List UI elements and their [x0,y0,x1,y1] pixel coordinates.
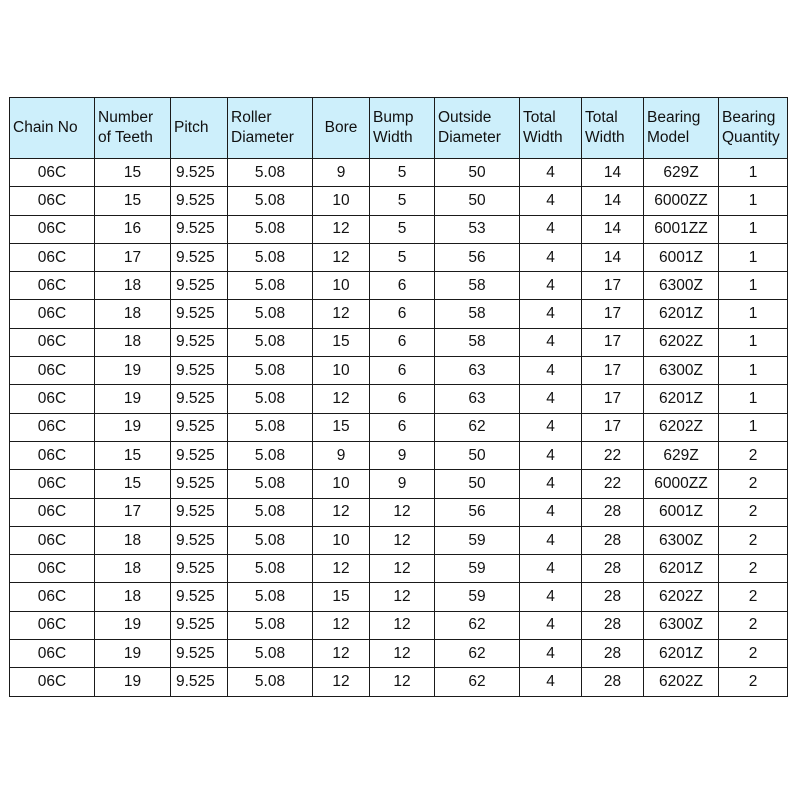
cell-chain-no: 06C [10,187,95,215]
cell-total-width-1: 4 [520,187,582,215]
cell-chain-no: 06C [10,583,95,611]
cell-bearing-model: 6300Z [644,272,719,300]
cell-bearing-model: 6202Z [644,328,719,356]
cell-bump-width: 12 [370,583,435,611]
cell-bearing-quantity: 2 [719,555,788,583]
cell-number-of-teeth: 17 [95,498,171,526]
header-label-line: Number [98,109,154,126]
cell-bore: 12 [313,611,370,639]
cell-total-width-2: 28 [582,498,644,526]
cell-bearing-quantity: 1 [719,413,788,441]
cell-outside-diameter: 53 [435,215,520,243]
cell-pitch: 9.525 [171,385,228,413]
cell-pitch: 9.525 [171,243,228,271]
header-label-line: Total [585,109,618,126]
cell-roller-diameter: 5.08 [228,526,313,554]
cell-chain-no: 06C [10,555,95,583]
table-row [10,441,788,469]
cell-bore: 12 [313,668,370,696]
cell-bump-width: 12 [370,640,435,668]
cell-pitch: 9.525 [171,300,228,328]
cell-outside-diameter: 62 [435,640,520,668]
cell-total-width-2: 14 [582,159,644,187]
table-row [10,668,788,696]
cell-bearing-quantity: 2 [719,640,788,668]
table-row [10,611,788,639]
cell-outside-diameter: 63 [435,357,520,385]
cell-total-width-1: 4 [520,243,582,271]
table-row [10,526,788,554]
table-row [10,300,788,328]
cell-bump-width: 9 [370,470,435,498]
cell-bearing-model: 629Z [644,441,719,469]
cell-bore: 10 [313,272,370,300]
cell-total-width-2: 22 [582,441,644,469]
table-row [10,555,788,583]
header-label-line: Width [373,129,413,146]
cell-chain-no: 06C [10,668,95,696]
cell-roller-diameter: 5.08 [228,611,313,639]
cell-number-of-teeth: 15 [95,187,171,215]
cell-total-width-1: 4 [520,272,582,300]
cell-bump-width: 6 [370,272,435,300]
table-row [10,187,788,215]
cell-bearing-quantity: 2 [719,668,788,696]
cell-pitch: 9.525 [171,555,228,583]
cell-pitch: 9.525 [171,583,228,611]
cell-bearing-model: 6201Z [644,385,719,413]
cell-outside-diameter: 63 [435,385,520,413]
table-row [10,328,788,356]
cell-bearing-quantity: 1 [719,159,788,187]
header-number-of-teeth [95,98,171,159]
cell-total-width-1: 4 [520,300,582,328]
table-row [10,498,788,526]
cell-total-width-2: 28 [582,640,644,668]
cell-roller-diameter: 5.08 [228,215,313,243]
cell-outside-diameter: 58 [435,328,520,356]
table-row [10,357,788,385]
cell-bump-width: 12 [370,555,435,583]
cell-total-width-1: 4 [520,583,582,611]
cell-total-width-2: 17 [582,357,644,385]
cell-bearing-model: 6000ZZ [644,187,719,215]
cell-roller-diameter: 5.08 [228,243,313,271]
header-label-line: Bump [373,109,414,126]
cell-bump-width: 5 [370,187,435,215]
cell-number-of-teeth: 15 [95,159,171,187]
cell-total-width-2: 28 [582,583,644,611]
cell-bearing-model: 6300Z [644,357,719,385]
cell-bearing-model: 6001Z [644,243,719,271]
cell-bump-width: 9 [370,441,435,469]
cell-bore: 12 [313,385,370,413]
cell-pitch: 9.525 [171,470,228,498]
header-label-line: Diameter [231,129,294,146]
cell-chain-no: 06C [10,526,95,554]
cell-outside-diameter: 50 [435,470,520,498]
cell-bearing-model: 6201Z [644,555,719,583]
cell-total-width-1: 4 [520,555,582,583]
cell-pitch: 9.525 [171,668,228,696]
cell-total-width-1: 4 [520,159,582,187]
cell-pitch: 9.525 [171,498,228,526]
table-row [10,385,788,413]
cell-total-width-1: 4 [520,385,582,413]
cell-bump-width: 6 [370,385,435,413]
header-label-line: of Teeth [98,129,153,146]
cell-number-of-teeth: 17 [95,243,171,271]
cell-chain-no: 06C [10,385,95,413]
cell-chain-no: 06C [10,498,95,526]
cell-bore: 12 [313,640,370,668]
cell-chain-no: 06C [10,159,95,187]
header-label-line: Width [523,129,563,146]
cell-pitch: 9.525 [171,159,228,187]
cell-total-width-2: 22 [582,470,644,498]
cell-roller-diameter: 5.08 [228,498,313,526]
cell-roller-diameter: 5.08 [228,187,313,215]
cell-bearing-model: 6300Z [644,526,719,554]
cell-bore: 12 [313,215,370,243]
cell-pitch: 9.525 [171,328,228,356]
header-bore [313,98,370,159]
cell-outside-diameter: 50 [435,441,520,469]
cell-outside-diameter: 59 [435,526,520,554]
cell-total-width-2: 28 [582,611,644,639]
cell-bump-width: 5 [370,243,435,271]
table-row [10,159,788,187]
cell-outside-diameter: 58 [435,272,520,300]
table-row [10,640,788,668]
cell-bore: 10 [313,526,370,554]
cell-roller-diameter: 5.08 [228,640,313,668]
header-roller-diameter [228,98,313,159]
cell-roller-diameter: 5.08 [228,328,313,356]
cell-number-of-teeth: 19 [95,357,171,385]
cell-outside-diameter: 62 [435,611,520,639]
cell-total-width-2: 28 [582,668,644,696]
cell-chain-no: 06C [10,640,95,668]
cell-number-of-teeth: 19 [95,668,171,696]
cell-total-width-1: 4 [520,470,582,498]
cell-outside-diameter: 58 [435,300,520,328]
header-label-line: Chain No [13,119,78,136]
cell-roller-diameter: 5.08 [228,357,313,385]
cell-pitch: 9.525 [171,187,228,215]
cell-chain-no: 06C [10,215,95,243]
header-row [10,98,788,159]
cell-chain-no: 06C [10,357,95,385]
cell-total-width-2: 17 [582,272,644,300]
cell-outside-diameter: 59 [435,583,520,611]
header-bearing-model [644,98,719,159]
header-total-width-1 [520,98,582,159]
cell-bore: 9 [313,159,370,187]
cell-bearing-model: 6300Z [644,611,719,639]
cell-bearing-quantity: 2 [719,498,788,526]
cell-outside-diameter: 59 [435,555,520,583]
cell-chain-no: 06C [10,441,95,469]
cell-number-of-teeth: 19 [95,413,171,441]
cell-outside-diameter: 50 [435,159,520,187]
cell-total-width-2: 14 [582,215,644,243]
cell-number-of-teeth: 18 [95,328,171,356]
cell-pitch: 9.525 [171,640,228,668]
cell-outside-diameter: 56 [435,498,520,526]
cell-number-of-teeth: 19 [95,640,171,668]
cell-total-width-1: 4 [520,526,582,554]
cell-bore: 10 [313,470,370,498]
table-body [10,159,788,697]
cell-total-width-1: 4 [520,498,582,526]
cell-total-width-2: 17 [582,300,644,328]
cell-number-of-teeth: 18 [95,583,171,611]
cell-bump-width: 12 [370,668,435,696]
cell-bearing-model: 6000ZZ [644,470,719,498]
table-row [10,272,788,300]
cell-outside-diameter: 62 [435,668,520,696]
table-row [10,215,788,243]
header-label-line: Pitch [174,119,209,136]
cell-bump-width: 12 [370,611,435,639]
cell-total-width-1: 4 [520,328,582,356]
cell-bearing-model: 6202Z [644,583,719,611]
cell-chain-no: 06C [10,300,95,328]
cell-roller-diameter: 5.08 [228,555,313,583]
cell-number-of-teeth: 15 [95,470,171,498]
cell-bearing-model: 6201Z [644,640,719,668]
cell-bearing-quantity: 1 [719,215,788,243]
cell-bearing-quantity: 1 [719,328,788,356]
cell-number-of-teeth: 15 [95,441,171,469]
cell-roller-diameter: 5.08 [228,300,313,328]
cell-bearing-quantity: 1 [719,187,788,215]
cell-total-width-1: 4 [520,640,582,668]
cell-roller-diameter: 5.08 [228,159,313,187]
cell-bearing-model: 6001Z [644,498,719,526]
cell-bore: 12 [313,498,370,526]
cell-number-of-teeth: 18 [95,272,171,300]
cell-bearing-quantity: 1 [719,385,788,413]
cell-outside-diameter: 62 [435,413,520,441]
cell-bearing-quantity: 2 [719,583,788,611]
cell-bearing-model: 6001ZZ [644,215,719,243]
cell-roller-diameter: 5.08 [228,441,313,469]
cell-total-width-2: 14 [582,243,644,271]
table-row [10,470,788,498]
cell-bump-width: 5 [370,159,435,187]
cell-chain-no: 06C [10,470,95,498]
cell-bump-width: 12 [370,526,435,554]
cell-bore: 10 [313,357,370,385]
cell-pitch: 9.525 [171,357,228,385]
cell-bump-width: 6 [370,413,435,441]
table-row [10,243,788,271]
header-label-line: Bore [324,119,358,136]
cell-bump-width: 6 [370,300,435,328]
cell-chain-no: 06C [10,611,95,639]
cell-roller-diameter: 5.08 [228,385,313,413]
cell-bearing-quantity: 1 [719,357,788,385]
cell-bore: 15 [313,413,370,441]
cell-bearing-quantity: 1 [719,272,788,300]
table-row [10,583,788,611]
cell-bump-width: 5 [370,215,435,243]
cell-chain-no: 06C [10,272,95,300]
cell-total-width-2: 17 [582,385,644,413]
cell-outside-diameter: 56 [435,243,520,271]
table-row [10,413,788,441]
cell-pitch: 9.525 [171,413,228,441]
header-chain-no [10,98,95,159]
header-total-width-2 [582,98,644,159]
cell-number-of-teeth: 18 [95,300,171,328]
header-bump-width [370,98,435,159]
cell-roller-diameter: 5.08 [228,583,313,611]
cell-bearing-quantity: 1 [719,243,788,271]
cell-number-of-teeth: 19 [95,385,171,413]
cell-total-width-2: 17 [582,328,644,356]
cell-bearing-model: 6202Z [644,413,719,441]
cell-bore: 10 [313,187,370,215]
header-label-line: Roller [231,109,272,126]
cell-total-width-2: 14 [582,187,644,215]
header-bearing-quantity [719,98,788,159]
table-header [10,98,788,159]
header-label-line: Diameter [438,129,501,146]
cell-total-width-1: 4 [520,611,582,639]
cell-number-of-teeth: 16 [95,215,171,243]
cell-total-width-1: 4 [520,357,582,385]
cell-total-width-1: 4 [520,215,582,243]
cell-pitch: 9.525 [171,215,228,243]
cell-chain-no: 06C [10,243,95,271]
cell-bearing-quantity: 2 [719,470,788,498]
cell-bore: 12 [313,243,370,271]
cell-pitch: 9.525 [171,611,228,639]
cell-total-width-2: 28 [582,526,644,554]
header-outside-diameter [435,98,520,159]
bearing-spec-table [9,97,788,697]
cell-outside-diameter: 50 [435,187,520,215]
cell-pitch: 9.525 [171,441,228,469]
cell-total-width-1: 4 [520,668,582,696]
header-label-line: Model [647,129,690,146]
cell-bump-width: 6 [370,328,435,356]
header-label-line: Bearing [647,109,701,126]
cell-roller-diameter: 5.08 [228,413,313,441]
cell-bump-width: 6 [370,357,435,385]
cell-number-of-teeth: 19 [95,611,171,639]
cell-roller-diameter: 5.08 [228,272,313,300]
cell-bore: 15 [313,328,370,356]
cell-roller-diameter: 5.08 [228,470,313,498]
cell-bearing-model: 6202Z [644,668,719,696]
cell-total-width-1: 4 [520,441,582,469]
cell-bore: 12 [313,300,370,328]
cell-chain-no: 06C [10,413,95,441]
cell-bearing-quantity: 2 [719,441,788,469]
header-pitch [171,98,228,159]
cell-bump-width: 12 [370,498,435,526]
cell-bearing-model: 629Z [644,159,719,187]
cell-chain-no: 06C [10,328,95,356]
cell-number-of-teeth: 18 [95,555,171,583]
cell-total-width-2: 17 [582,413,644,441]
cell-bore: 9 [313,441,370,469]
cell-bore: 15 [313,583,370,611]
cell-bearing-quantity: 2 [719,526,788,554]
header-label-line: Outside [438,109,492,126]
cell-total-width-1: 4 [520,413,582,441]
cell-pitch: 9.525 [171,526,228,554]
cell-bore: 12 [313,555,370,583]
cell-bearing-quantity: 2 [719,611,788,639]
cell-pitch: 9.525 [171,272,228,300]
header-label-line: Total [523,109,556,126]
cell-total-width-2: 28 [582,555,644,583]
header-label-line: Width [585,129,625,146]
header-label-line: Quantity [722,129,780,146]
cell-bearing-model: 6201Z [644,300,719,328]
cell-number-of-teeth: 18 [95,526,171,554]
header-label-line: Bearing [722,109,776,126]
cell-bearing-quantity: 1 [719,300,788,328]
cell-roller-diameter: 5.08 [228,668,313,696]
